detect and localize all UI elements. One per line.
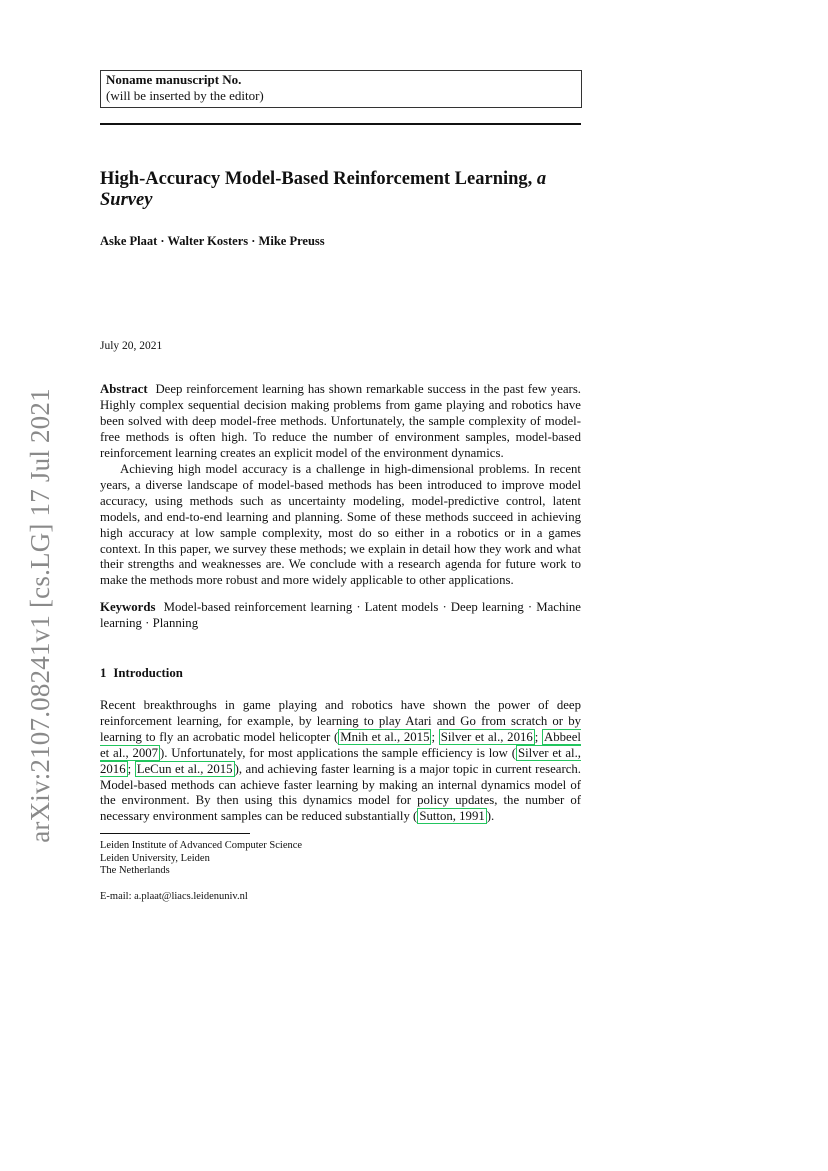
intro-text: ).: [486, 809, 495, 824]
citation-link[interactable]: Abbeel et al., 2007: [100, 729, 581, 760]
affiliation-line: Leiden Institute of Advanced Computer Science: [100, 840, 303, 851]
citation-link[interactable]: LeCun et al., 2015: [136, 761, 233, 776]
intro-text: ), and achieving faster learning is a major topic in current research. Model-based methods can achieve faster learning by making an internal dynamics model of the environment. By then using this dynamics model for policy updates, the number of necessary environment samples can be reduced substantially (: [100, 761, 582, 824]
intro-text: ;: [127, 761, 135, 776]
manuscript-box: [100, 70, 582, 108]
abstract-paragraph-1: [100, 382, 581, 462]
title-italic: a Survey: [100, 169, 547, 210]
abstract-label: Abstract: [100, 382, 148, 396]
paper-title: [100, 169, 570, 211]
affiliation-line: Leiden University, Leiden: [100, 852, 210, 864]
affiliation-line: The Netherlands: [100, 865, 170, 876]
citation-link[interactable]: Silver et al., 2016: [440, 729, 533, 744]
keywords-text: Model-based reinforcement learning · Latent models · Deep learning · Machine learning · Planning: [100, 600, 581, 630]
abstract-text-1: Deep reinforcement learning has shown remarkable success in the past few years. Highly complex sequential decision making problems from game playing and robotics have been solved with deep model-free methods. Unfortunately, the sample complexity of model-free methods is often high. To reduce the number of environment samples, model-based reinforcement learning creates an explicit model of the environment dynamics.: [100, 382, 581, 460]
footnote-affiliation: [100, 840, 400, 878]
section-heading: [100, 666, 183, 681]
footnote-email: E-mail: a.plaat@liacs.leidenuniv.nl: [100, 891, 248, 902]
intro-text: ;: [534, 729, 543, 744]
section-title: Introduction: [113, 666, 183, 680]
authors: Aske Plaat · Walter Kosters · Mike Preuss: [100, 234, 325, 248]
citation-link[interactable]: Sutton, 1991: [419, 809, 485, 824]
arxiv-id: arXiv:2107.08241v1 [cs.LG] 17 Jul 2021: [24, 387, 55, 843]
intro-text: ). Unfortunately, for most applications the sample efficiency is low (: [160, 745, 516, 760]
intro-text: Recent breakthroughs in game playing and robotics have shown the power of deep reinforcement learning, for example, by learning to play Atari and Go from scratch or by learning to fly an acrobatic model helicopter (: [100, 698, 581, 744]
title-rule: [100, 123, 581, 125]
arxiv-sidebar-stamp: [20, 375, 60, 855]
manuscript-label: Noname manuscript No.: [106, 72, 242, 87]
title-main: High-Accuracy Model-Based Reinforcement Learning,: [100, 169, 533, 189]
footnote-rule: [100, 833, 250, 834]
intro-paragraph: [100, 698, 581, 825]
section-number: 1: [100, 666, 107, 680]
intro-text: ;: [431, 729, 439, 744]
keywords-label: Keywords: [100, 600, 156, 614]
citation-link[interactable]: Silver et al., 2016: [100, 745, 581, 776]
keywords: [100, 600, 581, 632]
citation-link[interactable]: Mnih et al., 2015: [340, 729, 430, 744]
paper-date: July 20, 2021: [100, 340, 163, 352]
editor-note: (will be inserted by the editor): [106, 88, 264, 103]
abstract-paragraph-2: Achieving high model accuracy is a challenge in high-dimensional problems. In recent years, a diverse landscape of model-based methods has been introduced to improve model accuracy, using methods such as uncertainty modeling, model-predictive control, latent models, and end-to-end learning and planning. Some of these methods succeed in achieving high accuracy at low sample complexity, most do so either in a robotics or in a games context. In this paper, we survey these methods; we explain in detail how they work and what their strengths and weaknesses are. We conclude with a research agenda for future work to make the methods more robust and more widely applicable to other applications.: [100, 462, 581, 588]
